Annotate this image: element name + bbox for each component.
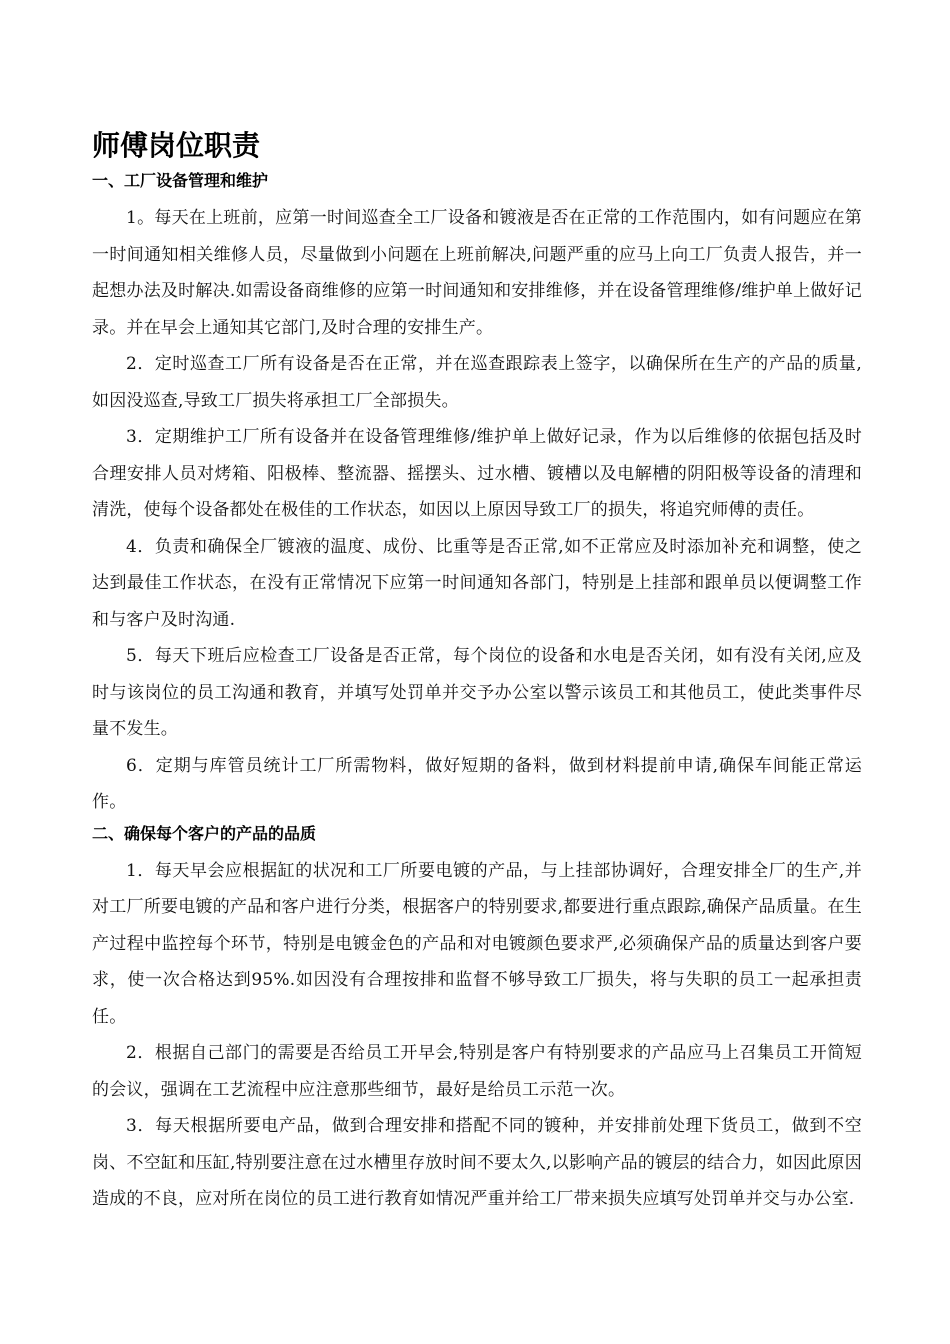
- paragraph: 6．定期与库管员统计工厂所需物料，做好短期的备料，做到材料提前申请,确保车间能正常运作。: [92, 755, 862, 812]
- paragraph: 4．负责和确保全厂镀液的温度、成份、比重等是否正常,如不正常应及时添加补充和调整，使之达到最佳工作状态，在没有正常情况下应第一时间通知各部门，特别是上挂部和跟单员以便调整工作和与客户及时沟通.: [92, 536, 862, 630]
- paragraph: 2．根据自己部门的需要是否给员工开早会,特别是客户有特别要求的产品应马上召集员工开简短的会议，强调在工艺流程中应注意那些细节，最好是给员工示范一次。: [92, 1043, 862, 1100]
- section-quality: [92, 821, 862, 1218]
- document-body: [92, 124, 862, 1218]
- paragraph: 5．每天下班后应检查工厂设备是否正常，每个岗位的设备和水电是否关闭，如有没有关闭,应及时与该岗位的员工沟通和教育，并填写处罚单并交予办公室以警示该员工和其他员工，使此类事件尽量不发生。: [92, 646, 862, 739]
- section-heading: 二、确保每个客户的产品的品质: [92, 823, 317, 843]
- paragraph: 1。每天在上班前，应第一时间巡查全工厂设备和镀液是否在正常的工作范围内，如有问题应在第一时间通知相关维修人员，尽量做到小问题在上班前解决,问题严重的应马上向工厂负责人报告，并一起想办法及时解决.如需设备商维修的应第一时间通知和安排维修，并在设备管理维修/维护单上做好记录。并在早会上通知其它部门,及时合理的安排生产。: [92, 208, 862, 338]
- section-equipment: [92, 168, 862, 821]
- paragraph: 3．定期维护工厂所有设备并在设备管理维修/维护单上做好记录，作为以后维修的依据包括及时合理安排人员对烤箱、阳极棒、整流器、摇摆头、过水槽、镀槽以及电解槽的阴阳极等设备的清理和清洗，使每个设备都处在极佳的工作状态，如因以上原因导致工厂的损失，将追究师傅的责任。: [92, 427, 862, 520]
- paragraph: 3．每天根据所要电产品，做到合理安排和搭配不同的镀种，并安排前处理下货员工，做到不空岗、不空缸和压缸,特别要注意在过水槽里存放时间不要太久,以影响产品的镀层的结合力，如因此原因造成的不良，应对所在岗位的员工进行教育如情况严重并给工厂带来损失应填写处罚单并交与办公室.: [92, 1116, 862, 1209]
- paragraph: 1．每天早会应根据缸的状况和工厂所要电镀的产品，与上挂部协调好，合理安排全厂的生产,并对工厂所要电镀的产品和客户进行分类，根据客户的特别要求,都要进行重点跟踪,确保产品质量。在生产过程中监控每个环节，特别是电镀金色的产品和对电镀颜色要求严,必须确保产品的质量达到客户要求，使一次合格达到95%.如因没有合理按排和监督不够导致工厂损失，将与失职的员工一起承担责任。: [92, 860, 862, 1027]
- section-heading: 一、工厂设备管理和维护: [92, 171, 269, 190]
- document-title: 师傅岗位职责: [92, 129, 261, 162]
- paragraph: 2．定时巡查工厂所有设备是否在正常，并在巡查跟踪表上签字，以确保所在生产的产品的质量,如因没巡查,导致工厂损失将承担工厂全部损失。: [92, 354, 862, 411]
